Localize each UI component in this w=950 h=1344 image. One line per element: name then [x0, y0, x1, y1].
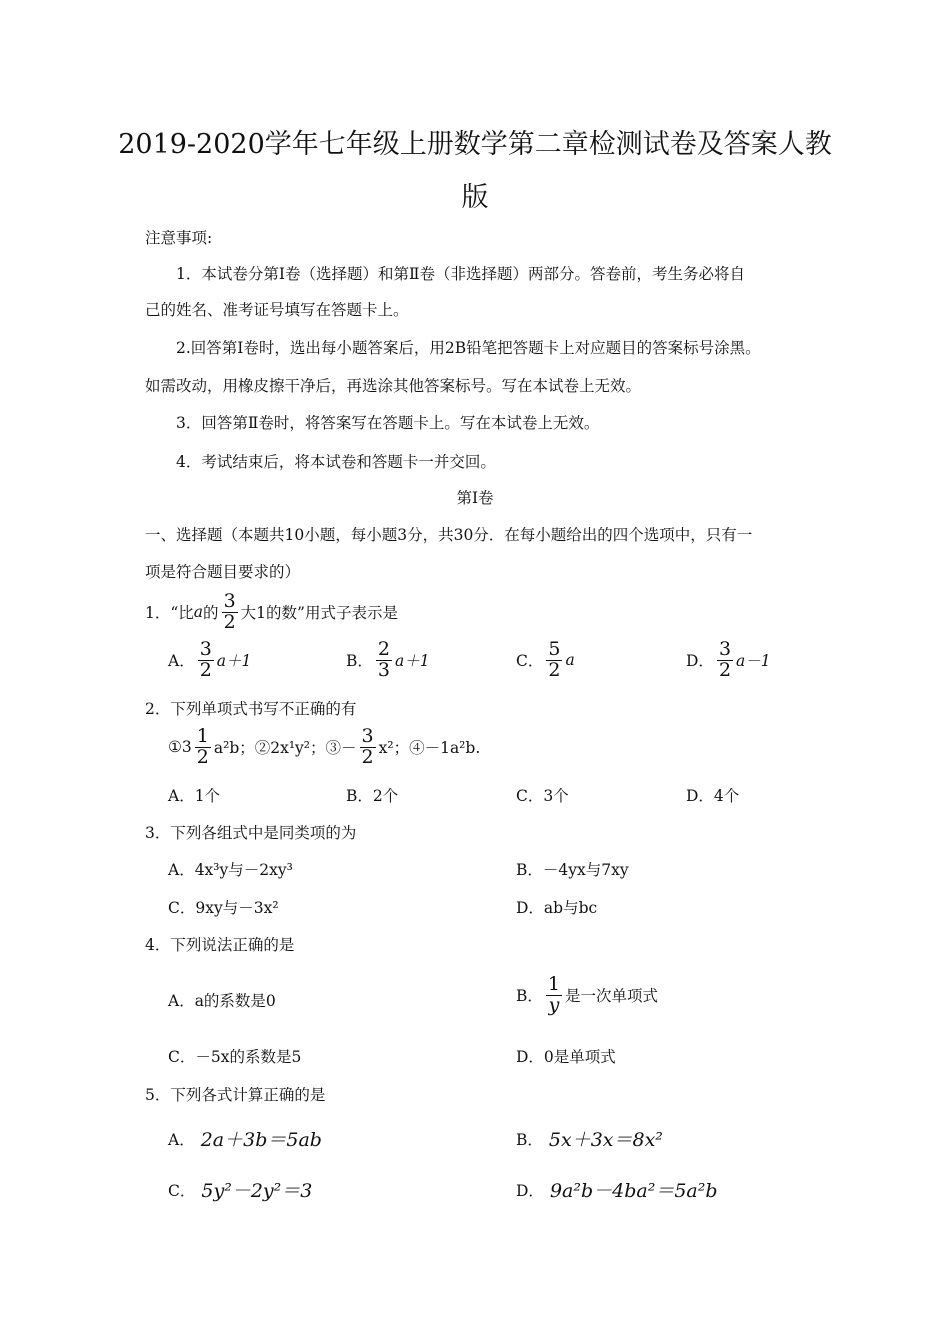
question-3-option-b[interactable]: B．－4yx与7xy	[516, 861, 629, 879]
part-one-instructions-continued: 项是符合题目要求的）	[145, 563, 301, 581]
page-title-continued: 版	[461, 182, 489, 213]
question-3-option-d[interactable]: D．ab与bc	[516, 899, 598, 917]
question-1-option-c[interactable]: C． $\frac{5}{2}$ a	[516, 638, 575, 681]
question-5-option-c[interactable]: C． 5y²－2y²＝3	[168, 1180, 313, 1202]
question-3-stem: 3．下列各组式中是同类项的为	[145, 824, 357, 842]
question-4-option-a[interactable]: A．a的系数是0	[168, 992, 276, 1010]
question-1-stem: 1．“比 a 的 $\frac{3}{2}$ 大1的数”用式子表示是	[145, 590, 398, 633]
note-2: 2.回答第Ⅰ卷时，选出每小题答案后，用2B铅笔把答题卡上对应题目的答案标号涂黑。	[176, 339, 761, 357]
question-2-option-a[interactable]: A．1个	[168, 787, 221, 805]
question-3-option-a[interactable]: A．4x³y与－2xy³	[168, 861, 293, 879]
question-2-option-c[interactable]: C．3个	[516, 787, 569, 805]
question-1-option-b[interactable]: B． $\frac{2}{3}$ a＋1	[346, 638, 430, 681]
question-5-stem: 5．下列各式计算正确的是	[145, 1086, 326, 1104]
part-one-instructions: 一、选择题（本题共10小题，每小题3分，共30分．在每小题给出的四个选项中，只有一	[145, 526, 753, 544]
question-5-option-b[interactable]: B． 5x＋3x＝8x²	[516, 1129, 663, 1151]
question-4-stem: 4．下列说法正确的是	[145, 936, 295, 954]
note-1: 1．本试卷分第Ⅰ卷（选择题）和第Ⅱ卷（非选择题）两部分。答卷前，考生务必将自	[176, 265, 746, 283]
question-1-option-a[interactable]: A． $\frac{3}{2}$ a＋1	[168, 638, 252, 681]
question-2-option-b[interactable]: B．2个	[346, 787, 399, 805]
question-5-option-a[interactable]: A． 2a＋3b＝5ab	[168, 1129, 322, 1151]
question-4-option-b[interactable]: B． $\frac{1}{y}$ 是一次单项式	[516, 973, 658, 1016]
question-4-option-d[interactable]: D．0是单项式	[516, 1048, 616, 1066]
question-4-option-c[interactable]: C．－5x的系数是5	[168, 1048, 302, 1066]
question-2-expressions: ①3 $\frac{1}{2}$ a²b；②2x¹y²；③－ $\frac{3}{2}$ x²；④－1a²b.	[168, 725, 481, 768]
note-3: 3．回答第Ⅱ卷时，将答案写在答题卡上。写在本试卷上无效。	[176, 414, 600, 432]
note-1-continued: 己的姓名、准考证号填写在答题卡上。	[145, 301, 409, 319]
note-2-continued: 如需改动，用橡皮擦干净后，再选涂其他答案标号。写在本试卷上无效。	[145, 377, 642, 395]
volume-heading: 第Ⅰ卷	[456, 489, 494, 507]
fraction: $\frac{3}{2}$	[223, 590, 236, 633]
page-title: 2019-2020学年七年级上册数学第二章检测试卷及答案人教	[118, 129, 832, 160]
question-5-option-d[interactable]: D． 9a²b－4ba²＝5a²b	[516, 1180, 718, 1202]
question-1-option-d[interactable]: D． $\frac{3}{2}$ a－1	[686, 638, 771, 681]
notes-heading: 注意事项:	[145, 229, 213, 247]
question-2-stem: 2．下列单项式书写不正确的有	[145, 700, 357, 718]
question-3-option-c[interactable]: C．9xy与－3x²	[168, 899, 279, 917]
note-4: 4．考试结束后，将本试卷和答题卡一并交回。	[176, 453, 496, 471]
question-2-option-d[interactable]: D．4个	[686, 787, 740, 805]
